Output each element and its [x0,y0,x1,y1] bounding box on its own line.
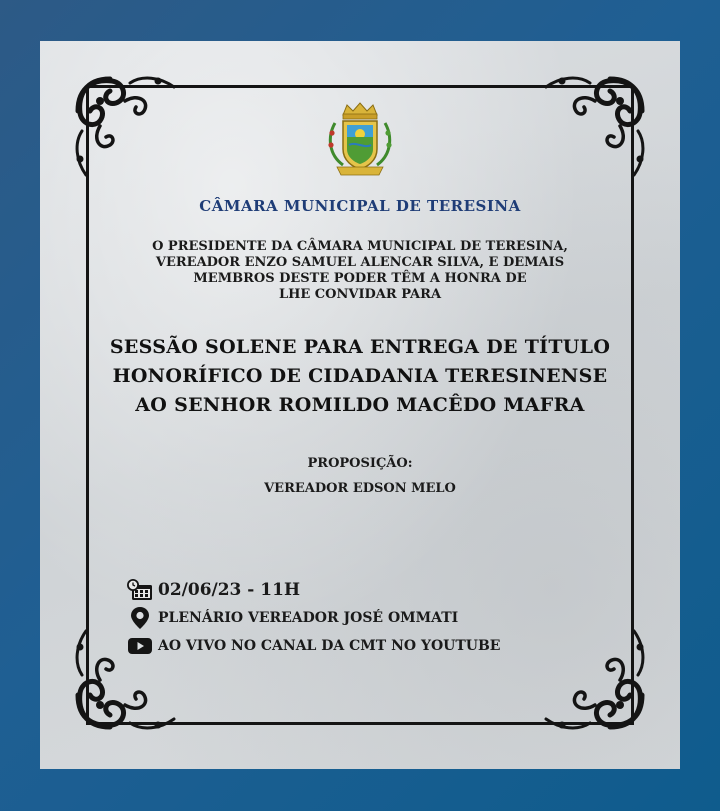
event-line: HONORÍFICO DE CIDADANIA TERESINENSE [112,365,608,387]
detail-broadcast [126,632,500,660]
event-location: PLENÁRIO VEREADOR JOSÉ OMMATI [158,610,459,626]
invitation-intro [40,239,680,303]
event-title [40,333,680,420]
event-details [126,576,500,660]
corner-ornament-top-left [70,71,180,181]
event-line: AO SENHOR ROMILDO MACÊDO MAFRA [135,394,585,416]
map-pin-icon [126,606,154,630]
intro-line: LHE CONVIDAR PARA [278,287,442,302]
organization-title: CÂMARA MUNICIPAL DE TERESINA [199,197,521,215]
event-line: SESSÃO SOLENE PARA ENTREGA DE TÍTULO [109,336,611,358]
event-datetime: 02/06/23 - 11H [158,580,301,600]
event-broadcast: AO VIVO NO CANAL DA CMT NO YOUTUBE [158,638,501,654]
corner-ornament-top-right [540,71,650,181]
intro-line: O PRESIDENTE DA CÂMARA MUNICIPAL DE TERESINA, [152,239,568,254]
intro-line: VEREADOR ENZO SAMUEL ALENCAR SILVA, E DEMAIS [155,255,565,270]
proposition-label: PROPOSIÇÃO: [307,456,413,471]
proposition-name: VEREADOR EDSON MELO [264,481,456,496]
invitation-card [40,41,680,769]
youtube-play-icon [126,634,154,658]
detail-datetime [126,576,500,604]
calendar-clock-icon [126,578,154,602]
corner-ornament-bottom-right [540,625,650,735]
coat-of-arms-emblem [321,101,399,181]
detail-location [126,604,500,632]
intro-line: MEMBROS DESTE PODER TÊM A HONRA DE [193,271,527,286]
